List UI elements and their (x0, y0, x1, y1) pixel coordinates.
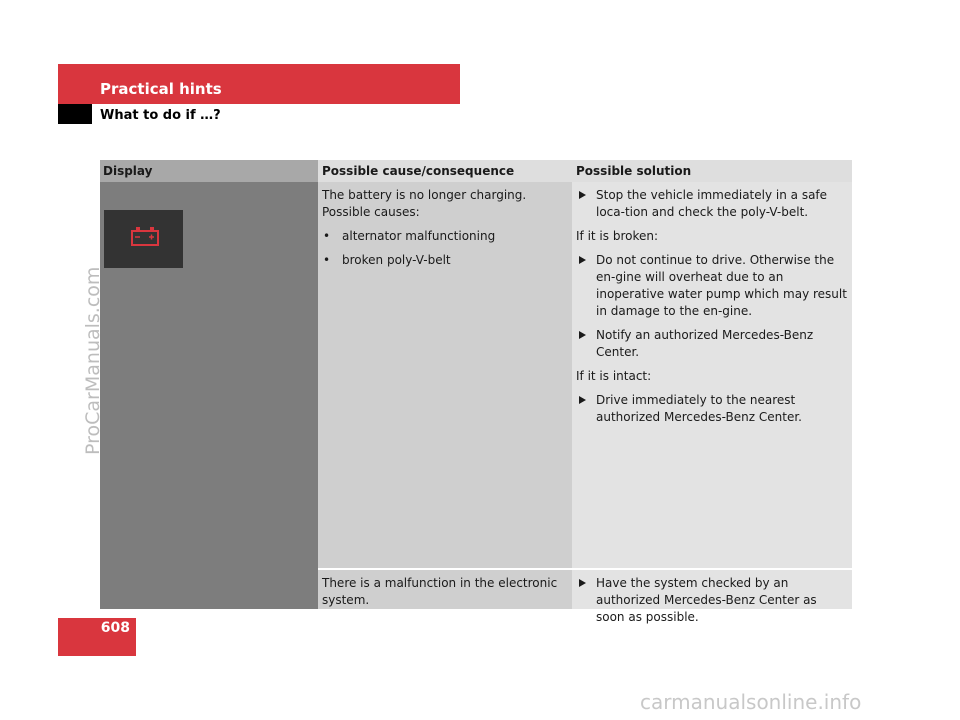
step-text: Have the system checked by an authorized Mercedes-Benz Center as soon as possible. (596, 576, 817, 624)
header-solution: Possible solution (576, 164, 692, 178)
cause-item: • alternator malfunctioning (322, 228, 568, 245)
cause-label: Possible causes: (322, 205, 420, 219)
solution-cell-battery (572, 182, 852, 568)
table-header (100, 160, 852, 182)
arrow-right-icon (579, 396, 586, 404)
cause-cell-electronic (318, 570, 572, 609)
solution-step (576, 187, 848, 221)
arrow-right-icon (579, 331, 586, 339)
header-cause: Possible cause/consequence (322, 164, 515, 178)
battery-warning-display (104, 210, 183, 268)
battery-icon (104, 210, 183, 268)
solution-condition: If it is broken: (576, 229, 659, 243)
arrow-right-icon (579, 256, 586, 264)
solution-condition: If it is intact: (576, 369, 652, 383)
cause-text: The battery is no longer charging. (322, 188, 527, 202)
section-title: Practical hints (100, 80, 222, 98)
step-text: Notify an authorized Mercedes-Benz Center. (596, 328, 814, 359)
cause-item: • broken poly-V-belt (322, 252, 568, 269)
arrow-right-icon (579, 191, 586, 199)
solution-step (576, 575, 848, 626)
header-display: Display (100, 160, 318, 182)
solution-step (576, 327, 848, 361)
subsection-title: What to do if …? (100, 108, 221, 123)
step-text: Drive immediately to the nearest authorized Mercedes-Benz Center. (596, 393, 802, 424)
step-text: Stop the vehicle immediately in a safe loca-tion and check the poly-V-belt. (596, 188, 828, 219)
page-number: 608 (100, 620, 130, 636)
subsection-marker (58, 104, 92, 124)
display-cell (100, 182, 318, 609)
footer-watermark: carmanualsonline.info (640, 690, 862, 714)
cause-cell-battery (318, 182, 572, 568)
cause-text: There is a malfunction in the electronic system. (322, 576, 558, 607)
solution-step (576, 252, 848, 320)
solution-step (576, 392, 848, 426)
step-text: Do not continue to drive. Otherwise the en-gine will overheat due to an inoperative water pump which may result in damage to the en-gine. (596, 253, 847, 318)
solution-cell-electronic (572, 570, 852, 624)
arrow-right-icon (579, 579, 586, 587)
